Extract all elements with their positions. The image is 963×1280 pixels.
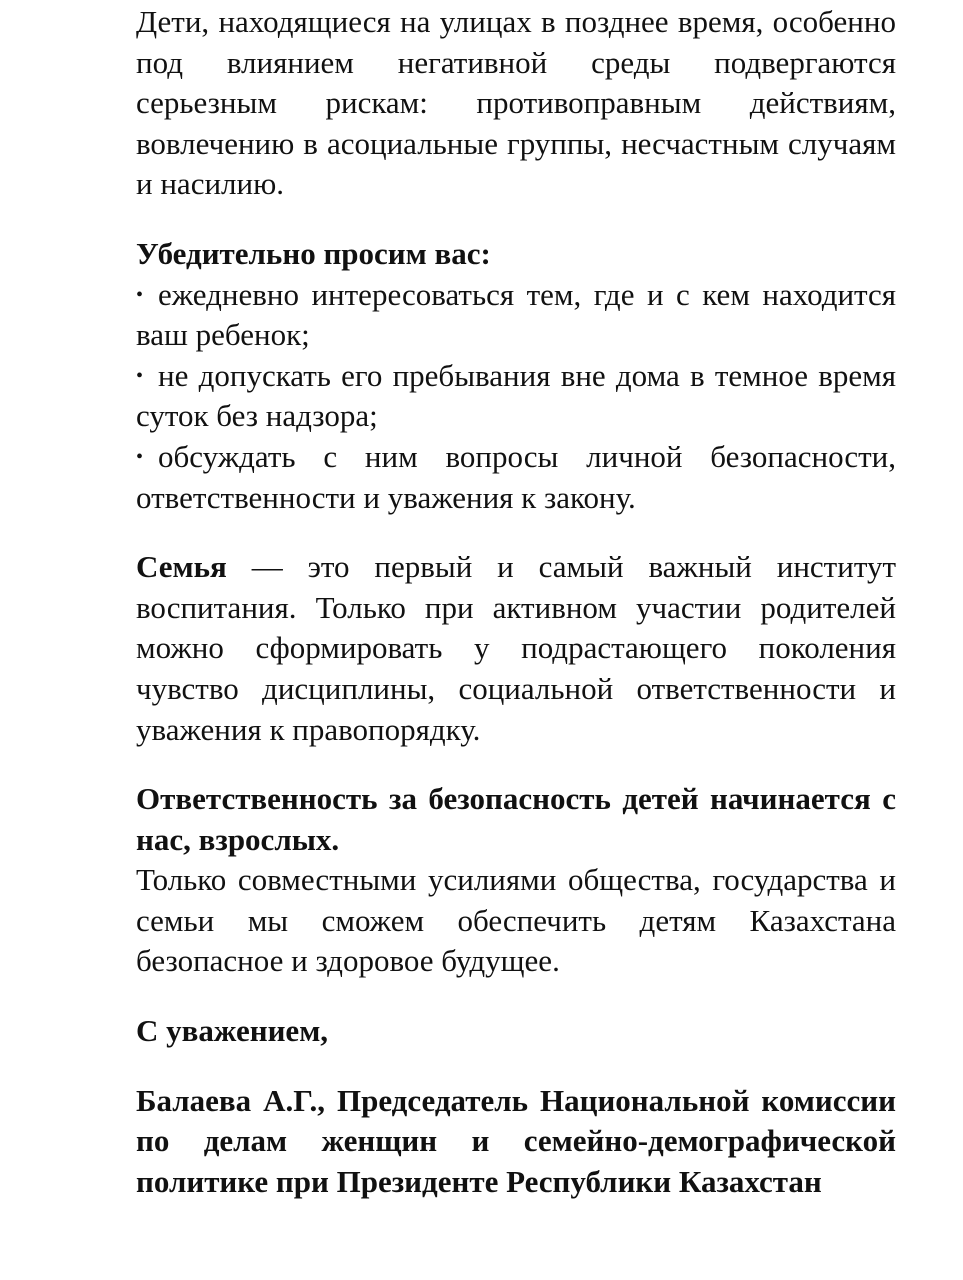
- document-page: [136, 2, 896, 1202]
- bullet-icon: •: [136, 364, 144, 387]
- request-item: [136, 437, 896, 518]
- request-section: [136, 234, 896, 518]
- signature-block: Балаева А.Г., Председатель Национальной комиссии по делам женщин и семейно-демографической политике при Президенте Республики Казахстан: [136, 1082, 896, 1199]
- bullet-icon: •: [136, 445, 144, 468]
- bullet-icon: •: [136, 283, 144, 306]
- intro-paragraph: Дети, находящиеся на улицах в позднее время, особенно под влиянием негативной среды подвергаются серьезным рискам: противоправным действиям, вовлечению в асоциальные группы, несчастным случаям и насилию.: [136, 4, 896, 202]
- closing-line: С уважением,: [136, 1013, 329, 1049]
- request-item-text: не допускать его пребывания вне дома в темное время суток без надзора;: [136, 357, 896, 434]
- family-text: — это первый и самый важный институт воспитания. Только при активном участии родителей можно сформировать у подрастающего поколения чувство дисциплины, социальной ответственности и уважения к правопорядку.: [136, 549, 896, 747]
- request-item-text: ежедневно интересоваться тем, где и с кем находится ваш ребенок;: [136, 276, 896, 353]
- responsibility-text: Только совместными усилиями общества, государства и семьи мы сможем обеспечить детям Казахстана безопасное и здоровое будущее.: [136, 862, 896, 979]
- request-item: [136, 356, 896, 437]
- family-paragraph: [136, 547, 896, 750]
- family-lead: Семья: [136, 549, 227, 585]
- responsibility-section: [136, 779, 896, 982]
- request-item: [136, 275, 896, 356]
- request-item-text: обсуждать с ним вопросы личной безопасности, ответственности и уважения к закону.: [136, 438, 896, 515]
- responsibility-heading: Ответственность за безопасность детей начинается с нас, взрослых.: [136, 781, 896, 857]
- request-heading: Убедительно просим вас:: [136, 235, 491, 271]
